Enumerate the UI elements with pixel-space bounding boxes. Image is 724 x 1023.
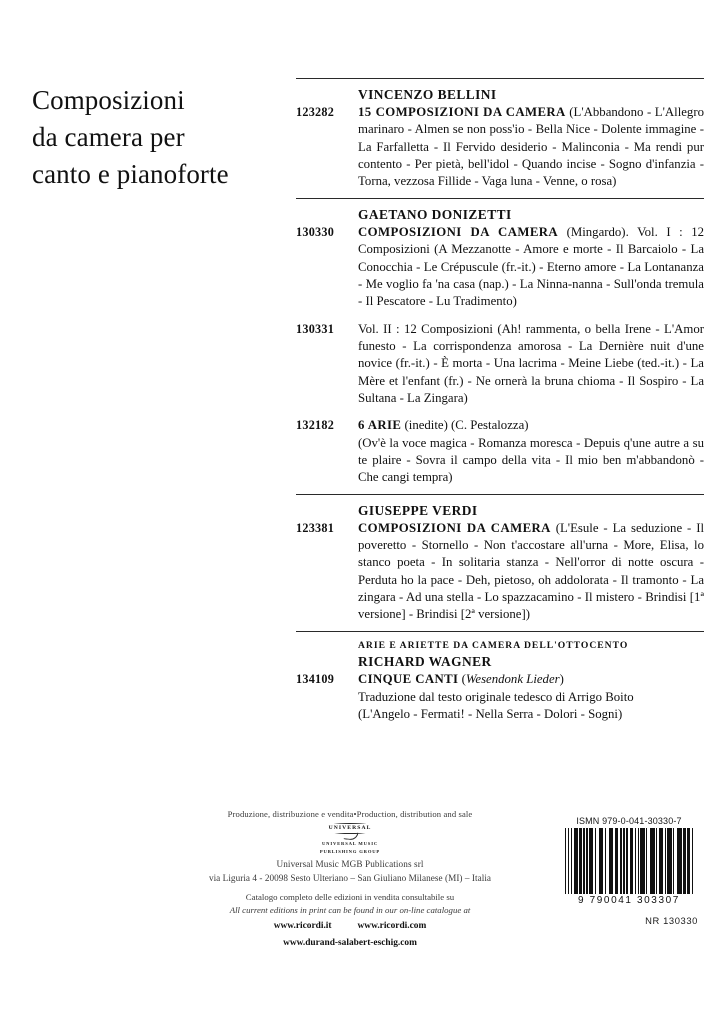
universal-globe-icon bbox=[322, 823, 378, 840]
barcode-lead-digit: 9 bbox=[578, 895, 584, 906]
logo-subtitle-line-1: UNIVERSAL MUSIC bbox=[321, 841, 378, 847]
universal-logo bbox=[315, 823, 385, 856]
catalog-entry-body bbox=[358, 224, 704, 311]
catalog-number: 130331 bbox=[296, 321, 335, 336]
plate-number: NR 130330 bbox=[645, 915, 698, 926]
entry-contents: (L'Abbandono - L'Allegro marinaro - Almen se non poss'io - Bella Nice - Dolente immagine - La Farfalletta - Il Fervido desiderio - Malinconia - Ma rendi pur contento - Per pietà, bell'idol - Quando incise - Sogno d'infanzia - Torna, vezzosa Fillide - Vaga luna - Venne, o rosa) bbox=[358, 105, 704, 189]
entry-title: 15 COMPOSIZIONI DA CAMERA bbox=[358, 105, 566, 120]
entry-contents-secondary: (Ov'è la voce magica - Romanza moresca - Depuis q'une autre a su te plaire - Sovra il campo della vita - Il mio ben m'abbandonò - Che cangi tempra) bbox=[358, 435, 704, 485]
catalog-number: 134109 bbox=[296, 672, 335, 687]
catalog-entry-body bbox=[358, 417, 704, 486]
ismn-number: ISMN 979-0-041-30330-7 bbox=[576, 816, 682, 826]
footer-catalog-note-en: All current editions in print can be found in our on-line catalogue at bbox=[229, 904, 471, 915]
url-ricordi-it[interactable]: www.ricordi.it bbox=[273, 921, 332, 932]
catalog-number: 123282 bbox=[296, 105, 335, 120]
catalog-column bbox=[296, 78, 704, 730]
catalog-entry-body: CINQUE CANTI (Wesendonk Lieder) Traduzione dal testo originale tedesco di Arrigo Boito (L'Angelo - Fermati! - Nella Serra - Dolori - Sogni) bbox=[358, 671, 704, 723]
entry-title-italic: Wesendonk Lieder bbox=[465, 672, 560, 687]
catalog-section-bellini bbox=[296, 79, 704, 198]
entry-title: 6 ARIE bbox=[358, 418, 402, 433]
catalog-entry-body bbox=[358, 520, 704, 624]
composer-name: VINCENZO BELLINI bbox=[358, 87, 497, 102]
catalog-section-donizetti bbox=[296, 199, 704, 494]
catalog-number: 130330 bbox=[296, 224, 335, 239]
barcode-block bbox=[556, 816, 702, 926]
logo-swoosh-shape bbox=[344, 831, 359, 840]
catalog-entry bbox=[296, 671, 704, 723]
page-title bbox=[32, 82, 282, 193]
entry-contents: Traduzione dal testo originale tedesco di Arrigo Boito bbox=[358, 689, 634, 704]
footer-urls-row-1 bbox=[150, 919, 550, 934]
entry-contents: Vol. II : 12 Composizioni (Ah! rammenta, o bella Irene - L'Amor funesto - La corrispondenza amorosa - La Dernière nuit d'une novice (fr.-it.) - È morta - Una lacrima - Meine Liebe (ted.-it.) - La Mère et l'enfant (fr.) - Ne ornerà la bruna chioma - Il Sospiro - La Sultana - La Zingara) bbox=[358, 321, 704, 405]
footer-company-name: Universal Music MGB Publications srl bbox=[276, 858, 424, 869]
footer-catalog-note-it: Catalogo completo delle edizioni in vendita consultabile su bbox=[245, 891, 455, 902]
url-ricordi-com[interactable]: www.ricordi.com bbox=[357, 921, 427, 932]
catalog-entry bbox=[296, 224, 704, 311]
footer-publisher-info bbox=[150, 808, 550, 950]
entry-title: CINQUE CANTI bbox=[358, 672, 459, 687]
logo-wordmark: UNIVERSAL bbox=[322, 824, 378, 833]
catalog-entry bbox=[296, 104, 704, 191]
entry-title: COMPOSIZIONI DA CAMERA bbox=[358, 520, 551, 535]
footer-production-line: Produzione, distribuzione e vendita•Production, distribution and sale bbox=[227, 809, 473, 819]
entry-title: COMPOSIZIONI DA CAMERA bbox=[358, 224, 559, 239]
catalog-entry bbox=[296, 417, 704, 486]
barcode-image bbox=[565, 828, 693, 894]
entry-contents: (Mingardo). Vol. I : 12 Composizioni (A Mezzanotte - Amore e morte - Il Barcaiolo - La Conocchia - Le Crépuscule (fr.-it.) - Eterno amore - La Lontananza - Me voglio fa 'na casa (nap.) - La Ninna-nanna - Sull'onda tremula - Il Pescatore - Lu Tradimento) bbox=[358, 224, 704, 309]
page-title-line-2: da camera per bbox=[32, 121, 185, 152]
section-heading: ARIE E ARIETTE DA CAMERA DELL'OTTOCENTO bbox=[358, 639, 629, 651]
page-title-line-1: Composizioni bbox=[32, 85, 185, 115]
footer-address: via Liguria 4 - 20098 Sesto Ulteriano – San Giuliano Milanese (MI) – Italia bbox=[208, 872, 492, 883]
page-title-line-3: canto e pianoforte bbox=[32, 158, 229, 189]
footer-urls-row-2 bbox=[150, 936, 550, 951]
entry-contents-secondary: (L'Angelo - Fermati! - Nella Serra - Dolori - Sogni) bbox=[358, 706, 623, 721]
page-footer bbox=[0, 808, 724, 968]
catalog-section-verdi bbox=[296, 495, 704, 631]
composer-name: RICHARD WAGNER bbox=[358, 654, 492, 670]
catalog-entry-body bbox=[358, 321, 704, 408]
logo-subtitle-line-2: PUBLISHING GROUP bbox=[319, 848, 381, 854]
entry-contents: (L'Esule - La seduzione - Il poveretto - Stornello - Non t'accostare all'urna - More, Elisa, lo stanco poeta - In solitaria stanza - Nell'orror di notte oscura - Perduta ho la pace - Deh, pietoso, oh addolorata - Il tramonto - La zingara - Ad una stella - Lo spazzacamino - Il mistero - Brindisi [1ª versione] - Brindisi [2ª versione]) bbox=[358, 520, 705, 622]
barcode-digits bbox=[556, 895, 702, 906]
entry-contents: (inedite) (C. Pestalozza) bbox=[404, 418, 529, 433]
catalog-section-wagner bbox=[296, 632, 704, 731]
barcode-main-digits: 790041 303307 bbox=[589, 895, 680, 906]
catalog-number: 132182 bbox=[296, 418, 335, 433]
composer-name: GIUSEPPE VERDI bbox=[358, 502, 478, 518]
catalog-entry-body bbox=[358, 104, 704, 191]
url-durand-salabert-eschig[interactable]: www.durand-salabert-eschig.com bbox=[283, 937, 417, 948]
composer-name: GAETANO DONIZETTI bbox=[358, 206, 512, 222]
catalog-entry bbox=[296, 520, 704, 624]
catalog-entry bbox=[296, 321, 704, 408]
catalog-number: 123381 bbox=[296, 520, 335, 535]
